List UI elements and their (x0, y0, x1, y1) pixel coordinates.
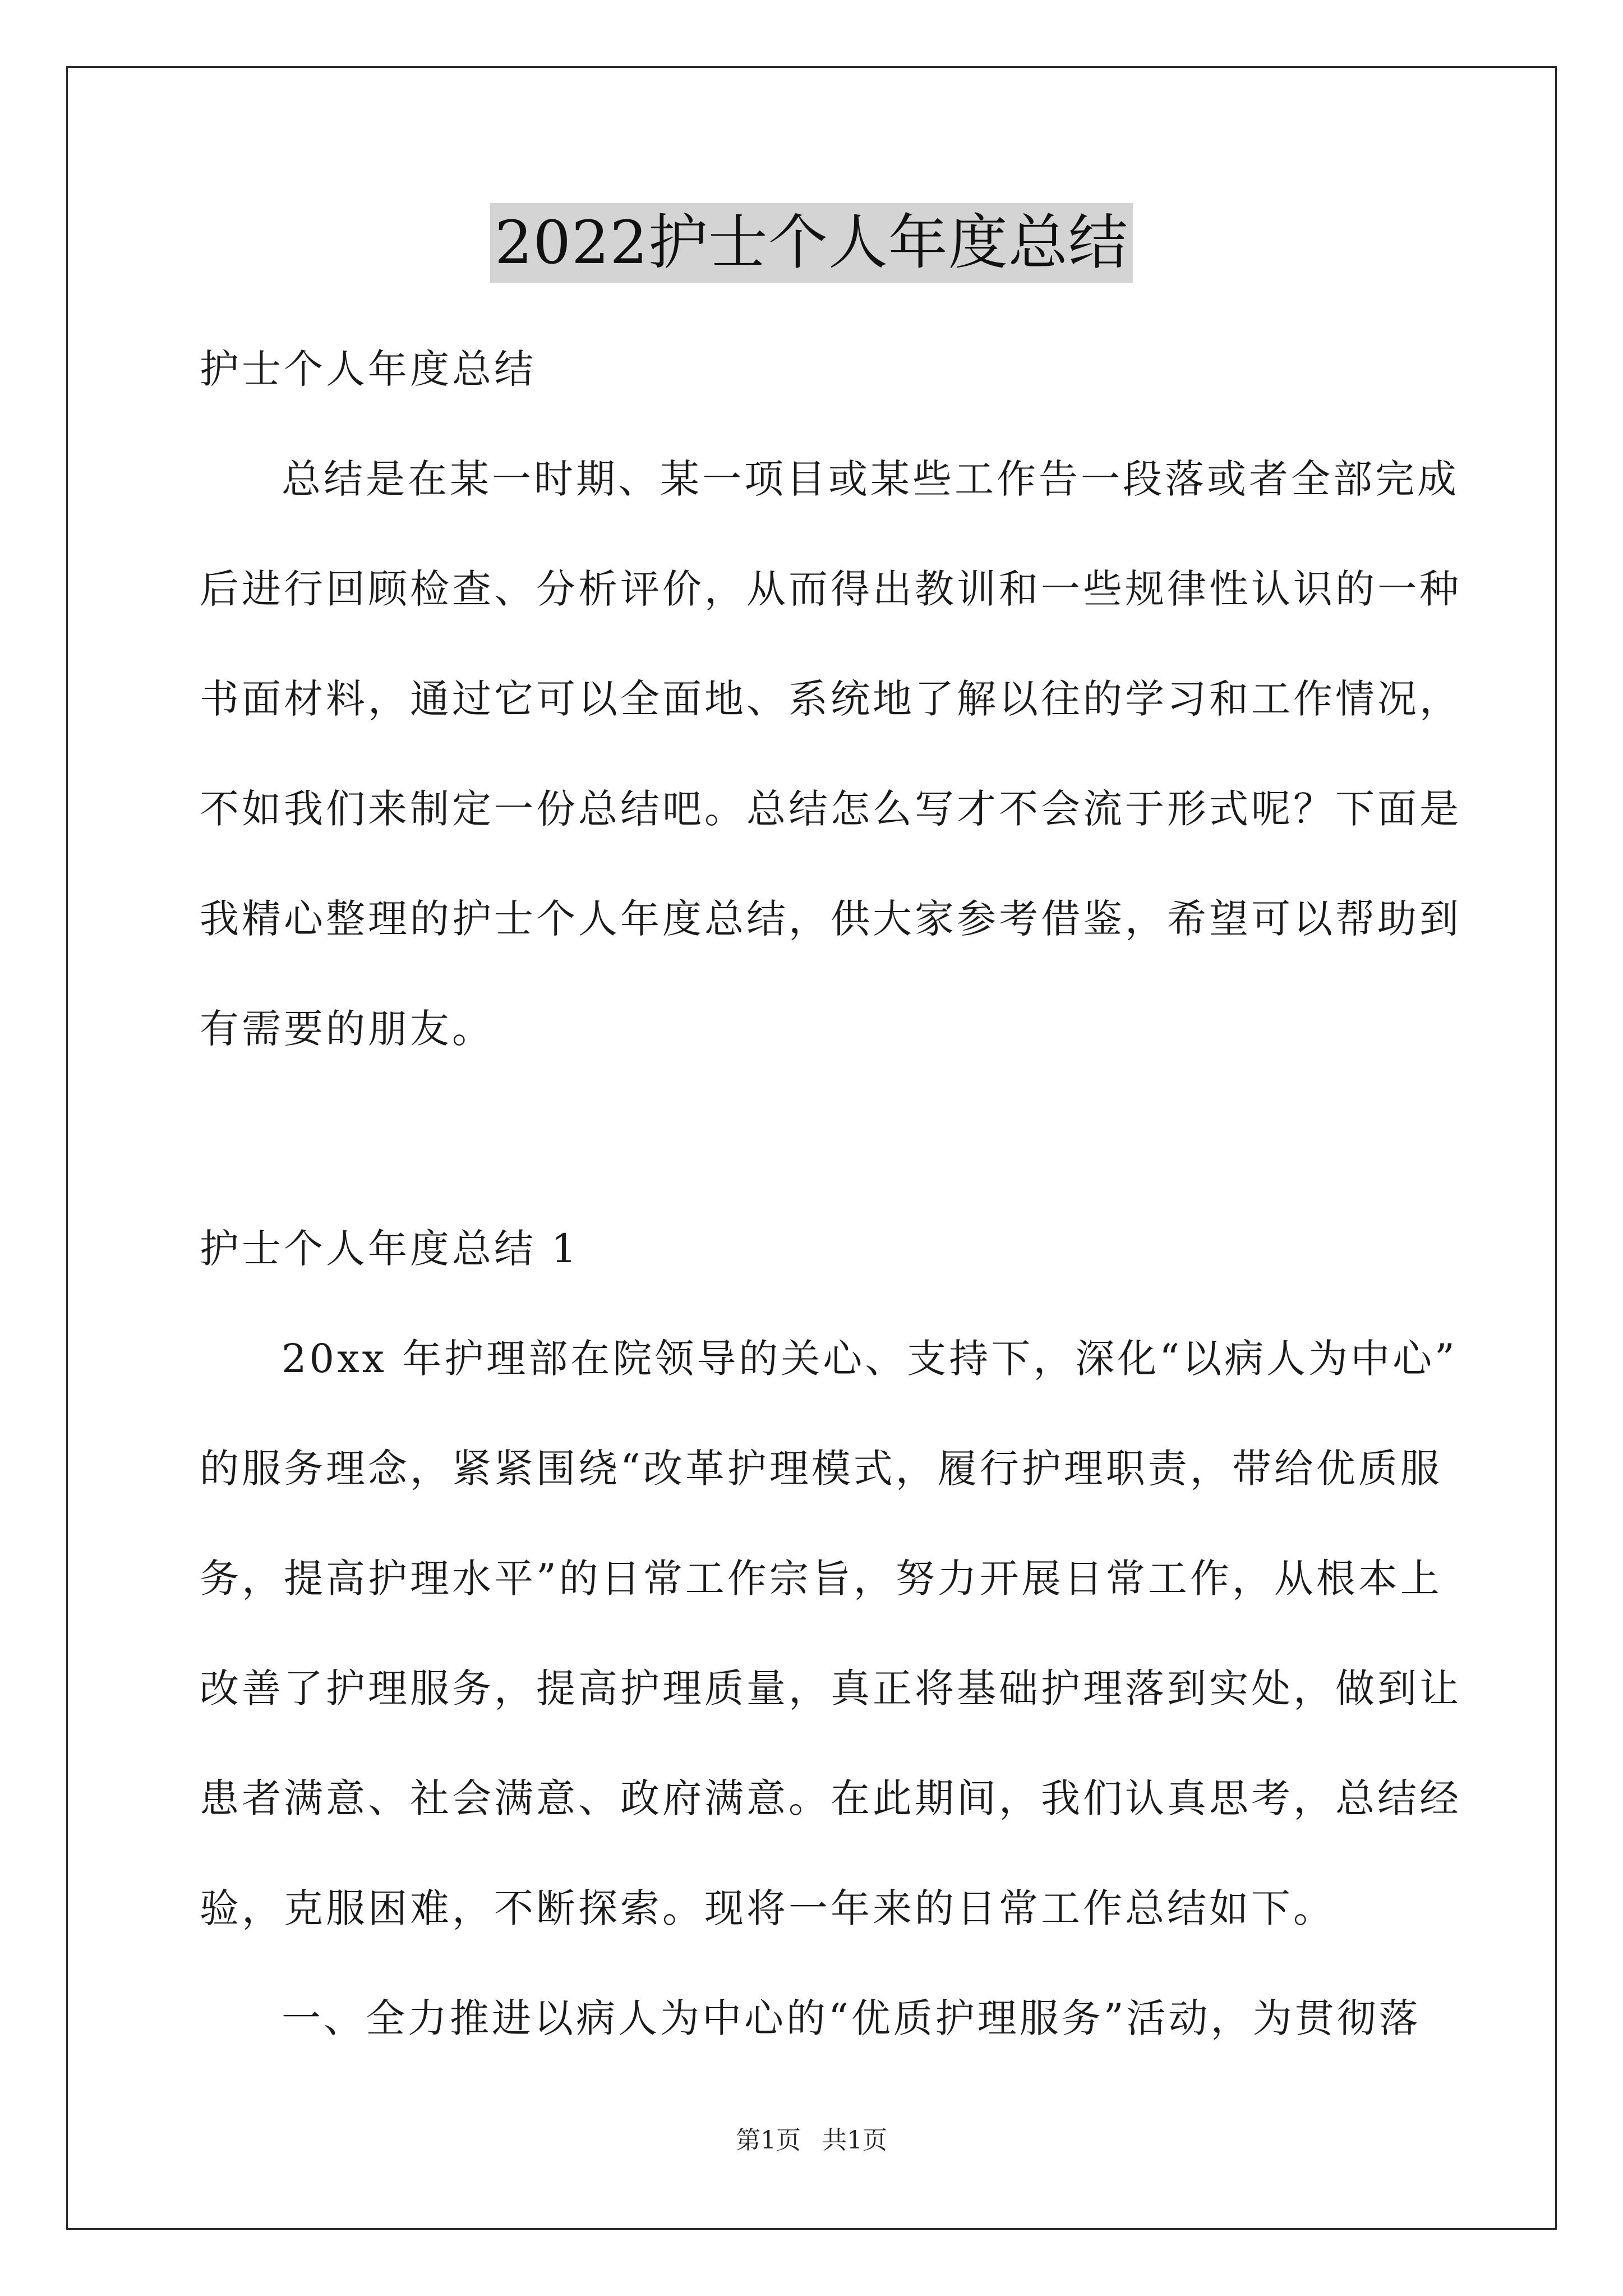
paragraph-line: 书面材料，通过它可以全面地、系统地了解以往的学习和工作情况， (200, 676, 1461, 722)
paragraph-line: 验，克服困难，不断探索。现将一年来的日常工作总结如下。 (200, 1885, 1335, 1931)
page-total: 共1页 (822, 2126, 887, 2155)
page-number: 第1页 (736, 2126, 801, 2155)
paragraph-line: 一、全力推进以病人为中心的“优质护理服务”活动，为贯彻落 (282, 1995, 1421, 2041)
paragraph-line: 后进行回顾检查、分析评价，从而得出教训和一些规律性认识的一种 (200, 566, 1461, 612)
paragraph-line: 总结是在某一时期、某一项目或某些工作告一段落或者全部完成 (282, 456, 1459, 502)
paragraph-spacer (200, 1084, 1433, 1194)
paragraph-line: 的服务理念，紧紧围绕“改革护理模式，履行护理职责，带给优质服 (200, 1446, 1442, 1492)
document-title: 2022护士个人年度总结 (490, 203, 1133, 283)
paragraph-line: 有需要的朋友。 (200, 1006, 494, 1052)
paragraph-line: 务，提高护理水平”的日常工作宗旨，努力开展日常工作，从根本上 (200, 1556, 1442, 1602)
title-container (0, 203, 1623, 283)
section-heading: 护士个人年度总结 (200, 346, 536, 392)
paragraph-line: 改善了护理服务，提高护理质量，真正将基础护理落到实处，做到让 (200, 1665, 1461, 1711)
page-footer (0, 2124, 1623, 2157)
section-heading: 护士个人年度总结 1 (200, 1226, 579, 1272)
paragraph-line: 20xx 年护理部在院领导的关心、支持下，深化“以病人为中心” (282, 1336, 1458, 1382)
paragraph-line: 我精心整理的护士个人年度总结，供大家参考借鉴，希望可以帮助到 (200, 896, 1461, 942)
paragraph-line: 患者满意、社会满意、政府满意。在此期间，我们认真思考，总结经 (200, 1775, 1461, 1821)
document-body (200, 314, 1461, 2073)
paragraph-line: 不如我们来制定一份总结吧。总结怎么写才不会流于形式呢？下面是 (200, 786, 1461, 832)
